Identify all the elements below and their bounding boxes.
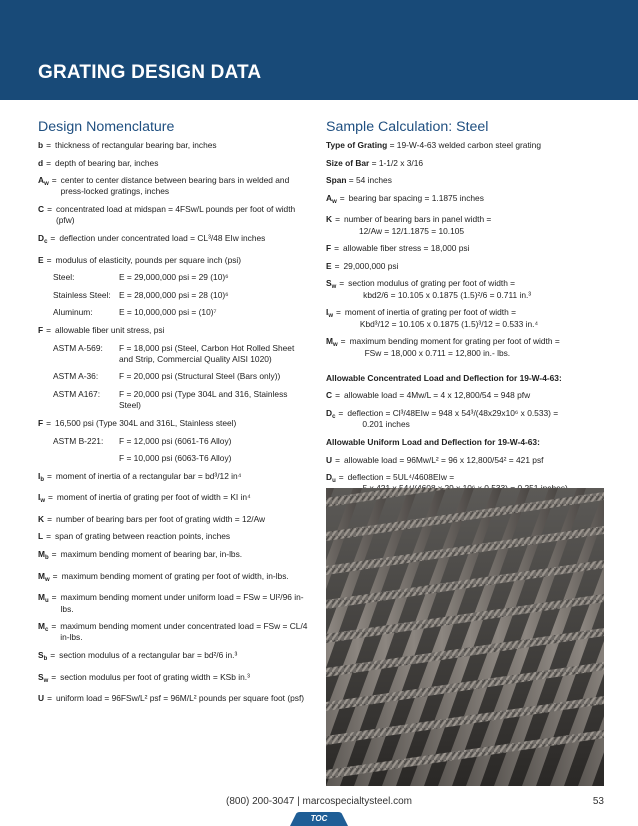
- symbol-subscript: w: [328, 313, 333, 320]
- footer-contact[interactable]: (800) 200-3047 | marcospecialtysteel.com: [225, 796, 413, 807]
- entry-definition-block: [347, 408, 604, 431]
- symbol-letter: M: [38, 592, 45, 603]
- entry-equals: =: [47, 204, 52, 215]
- entry-equals: =: [47, 513, 52, 524]
- material-value: F = 12,000 psi (6061-T6 Alloy): [119, 435, 232, 446]
- material-value-row: [38, 389, 308, 412]
- spec-value: = 54 inches: [346, 175, 392, 186]
- calc-entry: [326, 278, 604, 301]
- entry-symbol: U: [326, 454, 333, 465]
- uniform-load-heading: Allowable Uniform Load and Deflection for 19-W-4-63:: [326, 436, 540, 447]
- entry-definition-block: [350, 336, 604, 359]
- entry-symbol: [326, 336, 338, 359]
- symbol-letter: I: [38, 492, 41, 503]
- entry-definition: maximum bending moment of grating per foot of width, in-lbs.: [61, 570, 289, 581]
- entry-definition: section modulus per foot of grating width = KSb in.³: [60, 671, 250, 682]
- material-label: Aluminum:: [53, 307, 93, 318]
- symbol-letter: M: [38, 570, 45, 581]
- symbol-letter: M: [38, 549, 45, 560]
- symbol-subscript: w: [44, 181, 49, 188]
- nomenclature-entry: [38, 255, 308, 266]
- nomenclature-entry: [38, 492, 308, 507]
- symbol-letter: S: [38, 650, 44, 661]
- entry-equals: =: [335, 214, 340, 225]
- entry-equals: =: [46, 140, 52, 150]
- entry-definition: bearing bar spacing = 1.1875 inches: [348, 192, 484, 203]
- symbol-subscript: b: [44, 555, 49, 562]
- entry-symbol: C: [38, 204, 45, 215]
- entry-definition: section modulus of grating per foot of width =: [348, 278, 516, 289]
- entry-symbol: [38, 233, 47, 248]
- entry-definition: 29,000,000 psi: [343, 260, 399, 271]
- calc-entry: [326, 307, 604, 330]
- entry-equals: =: [336, 307, 341, 318]
- spec-label: Size of Bar: [326, 157, 370, 168]
- entry-equals: =: [50, 650, 56, 661]
- nomenclature-entry: [38, 140, 308, 151]
- entry-definition: moment of inertia of grating per foot of width = KI in⁴: [56, 492, 251, 503]
- symbol-letter: M: [38, 621, 45, 632]
- symbol-subscript: u: [332, 478, 336, 485]
- material-label: Steel:: [53, 272, 75, 283]
- material-value-row: [38, 371, 308, 382]
- material-label: ASTM A-36:: [53, 371, 99, 382]
- entry-definition: center to center distance between bearing bars in welded and press-locked gratings, inches: [60, 175, 290, 197]
- calc-entry: [326, 336, 604, 359]
- nomenclature-entry: [38, 418, 308, 429]
- entry-symbol: K: [326, 214, 333, 225]
- entry-equals: =: [51, 671, 57, 682]
- entry-equals: =: [51, 549, 57, 560]
- nomenclature-entry: [38, 471, 308, 486]
- material-value-row: [38, 436, 308, 447]
- spec-line: [326, 158, 604, 169]
- entry-definition: allowable fiber stress = 18,000 psi: [343, 243, 470, 254]
- entry-definition: maximum bending moment under uniform load = FSw = Ul²/96 in-lbs.: [60, 592, 304, 614]
- entry-equals: =: [340, 336, 346, 347]
- symbol-subscript: w: [40, 498, 45, 505]
- entry-equals: =: [339, 192, 345, 203]
- symbol-subscript: w: [332, 342, 338, 349]
- symbol-subscript: w: [44, 576, 50, 583]
- material-value-row: [38, 307, 308, 318]
- entry-definition: deflection under concentrated load = CL³/48 EIw inches: [59, 232, 266, 243]
- entry-equals: =: [334, 260, 340, 271]
- material-value: E = 29,000,000 psi = 29 (10)⁶: [119, 272, 229, 283]
- sample-heading: Sample Calculation: Steel: [326, 119, 489, 135]
- entry-symbol: d: [38, 157, 44, 168]
- symbol-letter: I: [38, 470, 41, 481]
- entry-definition: section modulus of a rectangular bar = bd²/6 in.³: [59, 650, 238, 661]
- entry-symbol: [38, 621, 48, 644]
- nomenclature-entry: [38, 571, 308, 586]
- entry-equals: =: [50, 232, 56, 243]
- entry-definition: allowable fiber unit stress, psi: [55, 324, 165, 335]
- material-value: F = 20,000 psi (Type 304L and 316, Stainless Steel): [119, 389, 288, 411]
- entry-continuation: Kbd³/12 = 10.105 x 0.1875 (1.5)³/12 = 0.533 in.⁴: [359, 318, 539, 329]
- nomenclature-entry: [38, 592, 308, 615]
- entry-definition: depth of bearing bar, inches: [55, 157, 159, 168]
- entry-equals: =: [339, 278, 345, 289]
- entry-symbol: [38, 592, 49, 615]
- symbol-subscript: c: [44, 238, 48, 245]
- entry-definition: maximum bending moment of bearing bar, in-lbs.: [60, 549, 243, 560]
- nomenclature-entry: [38, 672, 308, 687]
- entry-definition: maximum bending moment for grating per foot of width =: [349, 336, 560, 347]
- entry-symbol: E: [326, 260, 332, 271]
- material-value-row: [38, 343, 308, 366]
- symbol-subscript: b: [43, 656, 48, 663]
- nomenclature-entry: [38, 549, 308, 564]
- entry-equals: =: [46, 254, 52, 265]
- material-label: [53, 453, 119, 464]
- material-label: ASTM B-221:: [53, 435, 104, 446]
- material-value-row: [38, 290, 308, 301]
- entry-definition: thickness of rectangular bearing bar, inches: [55, 140, 217, 150]
- symbol-subscript: c: [44, 627, 49, 634]
- entry-symbol: [38, 492, 45, 507]
- entry-equals: =: [46, 417, 52, 428]
- entry-symbol: C: [326, 390, 333, 401]
- material-label: Stainless Steel:: [53, 289, 111, 300]
- calc-entry: [326, 214, 604, 237]
- material-value: F = 20,000 psi (Structural Steel (Bars only)): [119, 371, 281, 382]
- entry-equals: =: [51, 592, 57, 603]
- entry-symbol: [38, 175, 49, 198]
- symbol-letter: D: [326, 472, 333, 483]
- entry-definition-block: [344, 214, 604, 237]
- entry-definition-block: [348, 278, 604, 301]
- material-value: E = 10,000,000 psi = (10)⁷: [119, 307, 217, 318]
- nomenclature-heading: Design Nomenclature: [38, 119, 175, 135]
- entry-definition: deflection = Cl³/48EIw = 948 x 54³/(48x29x10⁶ x 0.533) =: [347, 408, 559, 419]
- material-value-row: [38, 453, 308, 464]
- page-title: GRATING DESIGN DATA: [38, 62, 262, 83]
- entry-symbol: F: [38, 417, 44, 428]
- nomenclature-entry: [38, 621, 308, 644]
- material-value: E = 28,000,000 psi = 28 (10)⁶: [119, 289, 229, 300]
- entry-definition: allowable load = 96Mw/L² = 96 x 12,800/54² = 421 psf: [343, 454, 544, 465]
- entry-equals: =: [52, 570, 58, 581]
- entry-equals: =: [47, 693, 52, 704]
- entry-symbol: [38, 571, 50, 586]
- spec-label: Span: [326, 175, 347, 186]
- entry-symbol: [38, 549, 49, 564]
- entry-symbol: L: [38, 531, 44, 542]
- entry-symbol: E: [38, 254, 44, 265]
- entry-continuation: FSw = 18,000 x 0.711 = 12,800 in.- lbs.: [364, 347, 511, 358]
- entry-definition: maximum bending moment under concentrated load = FSw = CL/4 in-lbs.: [60, 621, 308, 643]
- header-banner: [0, 0, 638, 100]
- entry-equals: =: [46, 324, 52, 335]
- entry-continuation: 0.201 inches: [362, 419, 410, 430]
- nomenclature-entry: [38, 175, 308, 198]
- entry-symbol: F: [38, 324, 44, 335]
- entry-definition: uniform load = 96FSw/L² psf = 96M/L² pounds per square foot (psf): [55, 693, 305, 704]
- entry-equals: =: [51, 175, 57, 186]
- material-value: F = 18,000 psi (Steel, Carbon Hot Rolled Sheet and Strip, Commercial Quality AISI 1020): [119, 342, 295, 364]
- entry-continuation: kbd2/6 = 10.105 x 0.1875 (1.5)²/6 = 0.711 in.³: [363, 289, 532, 300]
- nomenclature-entry: [38, 204, 308, 227]
- spec-value: = 19-W-4-63 welded carbon steel grating: [387, 140, 541, 150]
- calc-entry: [326, 243, 604, 254]
- symbol-subscript: w: [332, 198, 337, 205]
- entry-definition: number of bearing bars in panel width =: [343, 214, 492, 225]
- symbol-letter: S: [326, 278, 332, 289]
- calc-entry: [326, 390, 604, 401]
- material-label: ASTM A-569:: [53, 342, 103, 353]
- entry-definition: moment of inertia of a rectangular bar = bd³/12 in⁴: [55, 470, 242, 481]
- calc-entry: [326, 408, 604, 431]
- entry-definition: number of bearing bars per foot of grating width = 12/Aw: [55, 513, 266, 524]
- entry-definition: modulus of elasticity, pounds per square inch (psi): [55, 254, 242, 265]
- symbol-letter: A: [38, 175, 45, 186]
- entry-equals: =: [47, 470, 52, 481]
- symbol-subscript: w: [331, 284, 337, 291]
- entry-continuation: 12/Aw = 12/1.1875 = 10.105: [358, 225, 465, 236]
- entry-symbol: b: [38, 140, 44, 150]
- spec-label: Type of Grating: [326, 140, 388, 150]
- calc-entry: [326, 261, 604, 272]
- entry-definition: concentrated load at midspan = 4FSw/L pounds per foot of width (pfw): [55, 204, 296, 226]
- entry-symbol: [38, 672, 48, 687]
- entry-definition: span of grating between reaction points, inches: [55, 531, 231, 542]
- symbol-letter: S: [38, 671, 44, 682]
- entry-symbol: [326, 307, 333, 330]
- entry-symbol: [326, 278, 336, 301]
- calc-entry: [326, 193, 604, 208]
- entry-symbol: [38, 650, 47, 665]
- symbol-letter: I: [326, 307, 329, 318]
- material-value: F = 10,000 psi (6063-T6 Alloy): [119, 453, 232, 464]
- entry-equals: =: [51, 621, 57, 632]
- entry-definition: moment of inertia of grating per foot of width =: [344, 307, 516, 318]
- entry-equals: =: [338, 472, 344, 483]
- page-number: 53: [592, 796, 604, 807]
- material-value-row: [38, 272, 308, 283]
- steel-grating-photo: [326, 488, 604, 786]
- toc-label[interactable]: TOC: [310, 814, 328, 823]
- symbol-subscript: c: [332, 414, 336, 421]
- spec-value: = 1-1/2 x 3/16: [369, 157, 424, 168]
- entry-symbol: [326, 408, 335, 431]
- nomenclature-entry: [38, 158, 308, 169]
- nomenclature-entry: [38, 514, 308, 525]
- spec-line: [326, 140, 604, 151]
- symbol-letter: D: [38, 232, 45, 243]
- symbol-letter: A: [326, 192, 333, 203]
- concentrated-load-heading: Allowable Concentrated Load and Deflection for 19-W-4-63:: [326, 372, 562, 383]
- entry-definition: 16,500 psi (Type 304L and 316L, Stainless steel): [55, 417, 237, 428]
- entry-equals: =: [48, 492, 53, 503]
- symbol-letter: D: [326, 408, 333, 419]
- entry-equals: =: [46, 157, 52, 168]
- calc-entry: [326, 455, 604, 466]
- symbol-letter: M: [326, 336, 333, 347]
- entry-definition-block: [345, 307, 604, 330]
- entry-definition: deflection = 5UL⁴/4608EIw =: [347, 472, 455, 483]
- sample-calculation-section: [326, 118, 604, 501]
- entry-equals: =: [46, 531, 52, 542]
- entry-symbol: F: [326, 243, 332, 254]
- entry-equals: =: [338, 408, 344, 419]
- symbol-subscript: u: [44, 598, 49, 605]
- spec-line: [326, 175, 604, 186]
- entry-symbol: K: [38, 513, 45, 524]
- nomenclature-entry: [38, 531, 308, 542]
- entry-definition: allowable load = 4Mw/L = 4 x 12,800/54 = 948 pfw: [343, 390, 531, 401]
- design-nomenclature-section: [38, 118, 308, 711]
- nomenclature-entry: [38, 650, 308, 665]
- symbol-subscript: b: [40, 476, 44, 483]
- entry-equals: =: [335, 454, 340, 465]
- entry-equals: =: [334, 243, 340, 254]
- entry-symbol: U: [38, 693, 45, 704]
- material-label: ASTM A167:: [53, 389, 101, 400]
- entry-symbol: [326, 193, 337, 208]
- entry-equals: =: [335, 390, 340, 401]
- nomenclature-entry: [38, 325, 308, 336]
- nomenclature-entry: [38, 233, 308, 248]
- symbol-subscript: w: [43, 677, 49, 684]
- nomenclature-entry: [38, 693, 308, 704]
